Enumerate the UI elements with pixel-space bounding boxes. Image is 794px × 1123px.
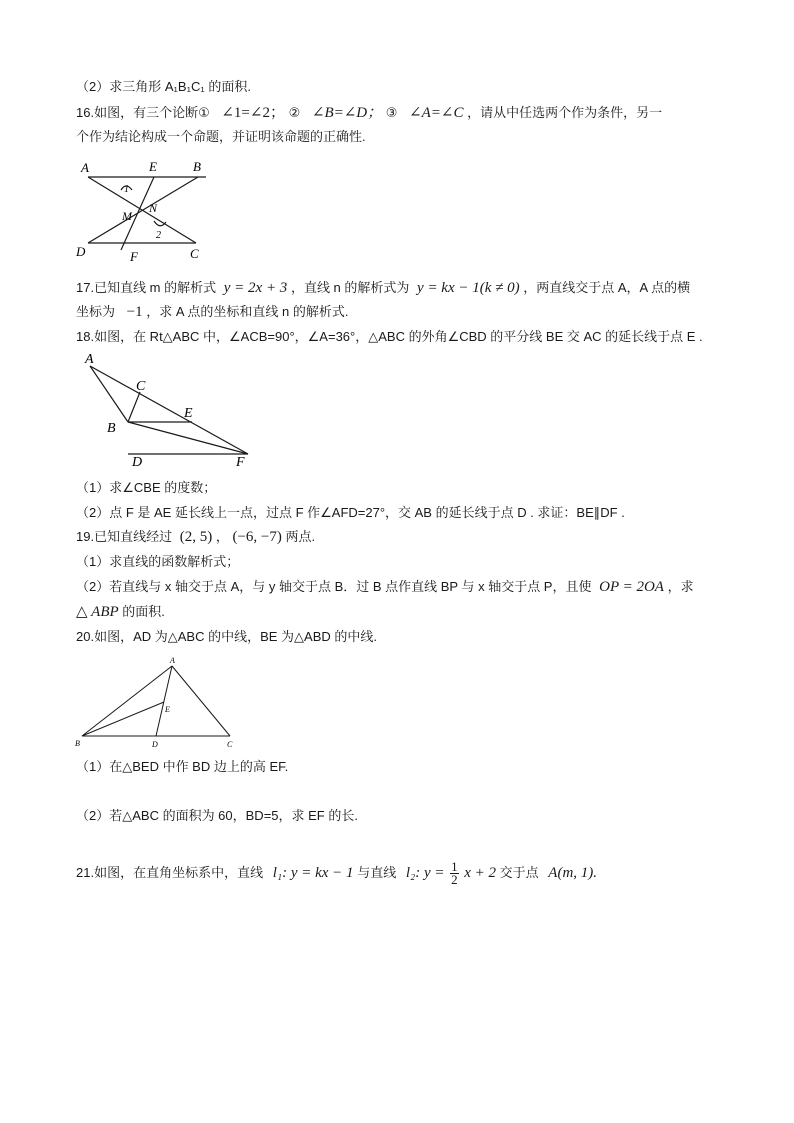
q19-line1 xyxy=(76,528,315,546)
q20-label-A: A xyxy=(170,656,175,665)
q16-label-B: B xyxy=(193,159,201,174)
q16-label-2: 2 xyxy=(156,230,161,241)
q20-part1: （1）在△BED 中作 BD 边上的高 EF. xyxy=(76,759,289,774)
q16-label-D: D xyxy=(76,244,86,259)
q21-l2-b: x + 2 xyxy=(464,865,497,881)
q16-stmt3: ∠A=∠C xyxy=(409,105,464,121)
q17-eq-m: y = 2x + 3 xyxy=(223,280,288,296)
q16-text-b: ，请从中任选两个作为条件，另一 xyxy=(467,105,663,120)
q16-line2: 个作为结论构成一个命题，并证明该命题的正确性. xyxy=(76,129,366,144)
q17-line2-a: 坐标为 xyxy=(76,304,116,319)
q19-line3-b: 的面积. xyxy=(122,604,165,619)
q21-frac-num: 1 xyxy=(451,859,458,875)
q16-label-N: N xyxy=(149,201,158,215)
q16-label-1: 1 xyxy=(124,184,129,195)
q18-label-C: C xyxy=(136,379,146,394)
q16-circ3: ③ xyxy=(385,105,398,120)
q18-label-F: F xyxy=(236,455,245,470)
q21-text-a: 21.如图，在直角坐标系中，直线 xyxy=(76,865,264,880)
q19-pt2: (−6, −7) xyxy=(232,529,282,545)
q19-line1-a: 19.已知直线经过 xyxy=(76,529,173,544)
q21-l1: l₁: y = kx − 1 xyxy=(272,865,354,881)
q15-part2: （2）求三角形 A₁B₁C₁ 的面积. xyxy=(76,79,251,94)
q19-abp: ABP xyxy=(91,604,119,620)
q17-line2-b: ，求 A 点的坐标和直线 n 的解析式. xyxy=(146,304,349,319)
q20-label-D: D xyxy=(152,740,158,749)
q19-part1: （1）求直线的函数解析式； xyxy=(76,554,240,569)
q19-pt1: (2, 5) xyxy=(179,529,213,545)
q20-label-B: B xyxy=(75,739,80,748)
q17-text-b: ，直线 n 的解析式为 xyxy=(290,280,410,295)
q17-line1 xyxy=(76,279,690,297)
q21-frac-den: 2 xyxy=(451,872,458,888)
q18-part1: （1）求∠CBE 的度数； xyxy=(76,480,217,495)
q19-eq: OP = 2OA xyxy=(599,579,664,595)
q20-part2: （2）若△ABC 的面积为 60，BD=5，求 EF 的长. xyxy=(76,808,358,823)
q16-stmt1: ∠1=∠2； xyxy=(221,105,285,121)
q16-label-C: C xyxy=(190,246,199,261)
q17-text-c: ，两直线交于点 A，A 点的横 xyxy=(523,280,691,295)
q17-value: −1 xyxy=(126,304,143,320)
q21-point: A(m, 1). xyxy=(548,865,598,881)
q19-sep: ， xyxy=(215,529,229,544)
q17-eq-n: y = kx − 1(k ≠ 0) xyxy=(417,280,520,296)
q20-line1: 20.如图，AD 为△ABC 的中线，BE 为△ABD 的中线. xyxy=(76,629,377,644)
q19-line1-b: 两点. xyxy=(285,529,316,544)
q19-line3 xyxy=(76,603,165,621)
q20-label-C: C xyxy=(227,740,233,749)
q21-fraction xyxy=(450,861,459,886)
q16-label-M: M xyxy=(122,209,132,223)
q18-label-D: D xyxy=(132,455,143,470)
q21-line1 xyxy=(76,858,597,888)
q16-stmt2: ∠B=∠D； xyxy=(311,105,383,121)
q20-figure xyxy=(72,652,240,752)
q17-line2 xyxy=(76,303,348,321)
q18-figure xyxy=(80,350,255,472)
q21-text-b: 与直线 xyxy=(357,865,397,880)
q18-label-B: B xyxy=(107,421,116,436)
q19-part2 xyxy=(76,578,694,596)
q19-part2-a: （2）若直线与 x 轴交于点 A，与 y 轴交于点 B．过 B 点作直线 BP 与 x 轴交于点 P，且使 xyxy=(76,579,592,594)
q16-figure xyxy=(76,152,216,264)
q19-triangle-symbol: △ xyxy=(76,604,88,620)
q16-circ2: ② xyxy=(288,105,301,120)
q18-label-E: E xyxy=(184,406,193,421)
q19-part2-b: ，求 xyxy=(667,579,694,594)
q21-l2-a: l₂: y = xyxy=(405,865,445,881)
q16-line1 xyxy=(76,104,662,122)
q18-label-A: A xyxy=(85,352,94,367)
q18-line1: 18.如图，在 Rt△ABC 中，∠ACB=90°，∠A=36°，△ABC 的外角∠CBD 的平分线 BE 交 AC 的延长线于点 E . xyxy=(76,329,703,344)
q16-label-F: F xyxy=(130,249,138,264)
q16-label-E: E xyxy=(149,159,157,174)
q17-text-a: 17.已知直线 m 的解析式 xyxy=(76,280,217,295)
q16-text-a: 16.如图，有三个论断① xyxy=(76,105,210,120)
q20-label-E: E xyxy=(165,705,170,714)
q18-part2: （2）点 F 是 AE 延长线上一点，过点 F 作∠AFD=27°，交 AB 的延长线于点 D . 求证：BE∥DF . xyxy=(76,505,625,520)
q21-text-c: 交于点 xyxy=(499,865,539,880)
q16-label-A: A xyxy=(81,160,89,175)
